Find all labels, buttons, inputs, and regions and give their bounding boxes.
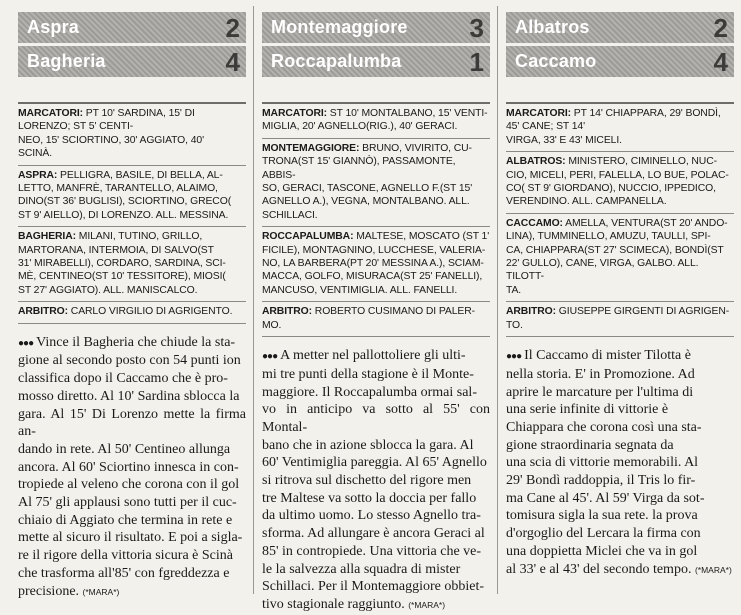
report-line: gara. Al 15' Di Lorenzo mette la firma an- <box>18 406 246 440</box>
away-team-name: Caccamo <box>515 51 597 71</box>
report-line: 85' in contropiede. Una vittoria che ve- <box>262 543 482 559</box>
referee-block <box>18 302 246 323</box>
report-line: mi tre punti della stagione è il Monte- <box>262 366 474 382</box>
scorers-block <box>506 102 734 152</box>
report-line: bano che in azione sblocca la gara. Al <box>262 437 474 453</box>
header-gap <box>506 80 734 102</box>
away-lineup-block-line: FICILE), MONTAGNINO, LUCCHESE, VALERIA- <box>262 244 486 256</box>
away-lineup-block-label: ROCCAPALUMBA: <box>262 231 354 243</box>
scorers-block-label: MARCATORI: <box>262 108 327 119</box>
report-line: Schillaci. Per il Montemaggiore obbiet- <box>262 579 485 595</box>
home-lineup-block-line: CO( ST 9' GIORDANO), NUCCIO, IPPEDICO, <box>506 183 716 195</box>
away-team-name: Roccapalumba <box>271 51 402 71</box>
home-lineup-block-line: TRONA(ST 15' GIANNÒ), PASSAMONTE, ABBIS- <box>262 156 456 181</box>
author-signature: (*MARA*) <box>82 586 120 597</box>
referee-block <box>506 302 734 337</box>
referee-block-line: ROBERTO CUSIMANO DI PALER- <box>314 306 476 318</box>
home-team-name: Montemaggiore <box>271 17 408 37</box>
report-line: mette al sicuro il risultato. E poi a sigla- <box>18 530 243 546</box>
report-line: classifica dopo il Caccamo che è pro- <box>18 371 228 387</box>
referee-block-label: ARBITRO: <box>18 306 68 318</box>
home-lineup-block <box>506 152 734 214</box>
scorers-block-line: NEO, 15' SCIORTINO, 30' AGGIATO, 40' <box>18 134 204 146</box>
report-line: chiaio di Aggiato che termina in rete e <box>18 512 233 528</box>
home-lineup-block-line: LETTO, MANFRÈ, TARANTELLO, ALAIMO, <box>18 183 218 195</box>
match-report <box>506 347 734 579</box>
away-team-row <box>18 46 246 77</box>
home-team-name: Albatros <box>515 17 590 37</box>
scorers-block-line: MIGLIA, 20' AGNELLO(RIG.), 40' GERACI. <box>262 121 458 133</box>
away-team-row <box>506 46 734 77</box>
referee-block-line: MO. <box>262 319 282 331</box>
away-lineup-block-line: NO, LA BARBERA(PT 20' MESSINA A.), SCIAM- <box>262 258 484 270</box>
scorers-block-line: SCINÀ. <box>18 148 53 160</box>
report-line: vo in anticipo va sotto al 55' con Montal- <box>262 402 490 435</box>
report-line: Chiappara che corona così una sta- <box>506 419 702 435</box>
away-lineup-block-line: MÈ, CENTINEO(ST 10' TESSITORE), MIOSI( <box>18 271 226 283</box>
referee-block-line: TO. <box>506 319 523 331</box>
away-team-score: 4 <box>225 46 240 77</box>
report-line: re il rigore della vittoria sicura è Scinà <box>18 548 233 564</box>
away-lineup-block-line: MALTESE, MOSCATO (ST 1' <box>356 231 490 243</box>
match-report <box>18 334 246 602</box>
scorers-block-line: ST 10' MONTALBANO, 15' VENTI- <box>329 108 488 119</box>
scorers-block-line: VIRGA, 33' E 43' MICELI. <box>506 134 622 146</box>
report-line: ma Cane al 45'. Al 59' Virga da sot- <box>506 490 705 506</box>
author-signature: (*MARA*) <box>408 599 446 610</box>
home-lineup-block-line: BRUNO, VIVIRITO, CU- <box>362 142 472 154</box>
column-divider <box>497 6 498 594</box>
report-line: ancora. Al 60' Sciortino innesca in con- <box>18 459 239 475</box>
home-lineup-block-line: CIO, MICELI, PERI, FALELLA, LO BUE, POLAC- <box>506 169 729 181</box>
match-report <box>262 347 490 615</box>
scorers-block <box>18 102 246 166</box>
report-line: tropiede al veleno che corona con il gol <box>18 477 240 493</box>
away-team-score: 4 <box>713 46 728 77</box>
report-line: al 33' e al 43' del secondo tempo. <box>506 561 692 577</box>
report-line: precisione. <box>18 583 80 599</box>
away-lineup-block <box>18 227 246 302</box>
away-lineup-block-line: MANCUSO, VENTIMIGLIA. ALL. FANELLI. <box>262 284 458 296</box>
report-line: mosso diretto. Al 10' Sardina sblocca la <box>18 388 240 404</box>
home-lineup-block-line: PELLIGRA, BASILE, DI BELLA, AL- <box>60 169 223 181</box>
report-line: 29' Bondì raddoppia, il Tris lo fir- <box>506 473 696 489</box>
report-line: sforma. Ad allungare è ancora Geraci al <box>262 526 485 542</box>
report-line: una doppietta Miclei che va in gol <box>506 543 698 559</box>
home-team-score: 3 <box>469 12 484 43</box>
report-line: tomisura sigla la sua rete. la prova <box>506 508 698 524</box>
report-line: tivo stagionale raggiunto. <box>262 596 405 612</box>
away-lineup-block-label: CACCAMO: <box>506 217 563 229</box>
report-line: gione al secondo posto con 54 punti ion <box>18 353 241 369</box>
home-lineup-block-line: AGNELLO A.), VEGNA, MONTALBANO. ALL. <box>262 196 470 208</box>
bullet-dots-icon: ●●● <box>262 351 278 363</box>
home-lineup-block-label: MONTEMAGGIORE: <box>262 142 360 154</box>
home-team-row <box>18 12 246 43</box>
away-lineup-block-line: CA, CHIAPPARA(ST 27' SCIMECA), BONDÌ(ST <box>506 244 724 256</box>
bullet-dots-icon: ●●● <box>18 337 34 349</box>
home-lineup-block-line: VERENDINO. ALL. CAMPANELLA. <box>506 196 667 208</box>
home-team-name: Aspra <box>27 17 80 37</box>
away-lineup-block-label: BAGHERIA: <box>18 231 76 243</box>
report-line: nella storia. E' in Promozione. Ad <box>506 366 695 382</box>
home-lineup-block-line: ST 9' AIELLO), DI LORENZO. ALL. MESSINA. <box>18 209 229 221</box>
scorers-block-line: PT 10' SARDINA, 15' DI LORENZO; ST 5' CENTI- <box>18 108 195 133</box>
home-team-score: 2 <box>713 12 728 43</box>
report-line: aprire le marcature per l'ultima di <box>506 384 694 400</box>
home-lineup-block <box>18 166 246 228</box>
away-lineup-block-line: 31' MIRABELLI), CORDARO, SARDINA, SCI- <box>18 258 226 270</box>
scorers-block-line: PT 14' CHIAPPARA, 29' BONDÌ, 45' CANE; ST 14' <box>506 108 721 133</box>
away-lineup-block <box>506 214 734 302</box>
scorers-block-label: MARCATORI: <box>18 108 83 119</box>
home-lineup-block-line: SCHILLACI. <box>262 209 318 221</box>
home-lineup-block-line: MINISTERO, CIMINELLO, NUC- <box>568 156 717 168</box>
away-team-score: 1 <box>469 46 484 77</box>
report-line: Vince il Bagheria che chiude la sta- <box>36 334 236 350</box>
away-team-row <box>262 46 490 77</box>
away-lineup-block-line: 22' GULLO), CANE, VIRGA, GALBO. ALL. TILOTT- <box>506 258 699 283</box>
report-line: dando in rete. Al 50' Centineo allunga <box>18 441 231 457</box>
report-line: le la salvezza alla squadra di mister <box>262 561 461 577</box>
header-gap <box>262 80 490 102</box>
referee-block-label: ARBITRO: <box>262 306 312 318</box>
match-column-3 <box>506 0 734 600</box>
home-team-row <box>506 12 734 43</box>
away-lineup-block-line: MACCA, GOLFO, MISURACA(ST 25' FANELLI), <box>262 271 483 283</box>
referee-block <box>262 302 490 337</box>
scorers-block <box>262 102 490 139</box>
report-line: si ritrova sul dischetto del rigore men <box>262 473 472 489</box>
away-lineup-block-line: AMELLA, VENTURA(ST 20' ANDO- <box>565 217 728 229</box>
away-lineup-block-line: MARTORANA, INTERMOIA, DI SALVO(ST <box>18 244 214 256</box>
report-line: Al 75' gli applausi sono tutti per il cuc- <box>18 495 237 511</box>
home-lineup-block-line: DINO(ST 36' BUGLISI), SCIORTINO, GRECO( <box>18 196 232 208</box>
report-line: 60' Ventimiglia pareggia. Al 65' Agnello <box>262 455 487 471</box>
column-divider <box>253 6 254 594</box>
match-column-1 <box>18 0 246 600</box>
report-line: d'orgoglio del Lercara la firma con <box>506 526 701 542</box>
away-team-name: Bagheria <box>27 51 106 71</box>
author-signature: (*MARA*) <box>694 564 732 575</box>
report-line: maggiore. Il Roccapalumba ormai sal- <box>262 384 477 400</box>
report-line: da ultimo uomo. Lo stesso Agnello tra- <box>262 508 481 524</box>
referee-block-line: GIUSEPPE GIRGENTI DI AGRIGEN- <box>558 306 730 318</box>
report-line: tre Maltese va sotto la doccia per fallo <box>262 490 477 506</box>
report-line: gione straordinaria segnata da <box>506 437 674 453</box>
away-lineup-block <box>262 227 490 302</box>
referee-block-label: ARBITRO: <box>506 306 556 318</box>
referee-block-line: CARLO VIRGILIO DI AGRIGENTO. <box>70 306 233 318</box>
home-lineup-block-label: ASPRA: <box>18 169 58 181</box>
home-lineup-block-line: SO, GERACI, TASCONE, AGNELLO F.(ST 15' <box>262 183 473 195</box>
away-lineup-block-line: ST 27' AGGIATO). ALL. MANISCALCO. <box>18 284 198 296</box>
home-lineup-block-label: ALBATROS: <box>506 156 566 168</box>
match-column-2 <box>262 0 490 612</box>
away-lineup-block-line: TA. <box>506 284 522 296</box>
scorers-block-label: MARCATORI: <box>506 108 571 119</box>
report-line: che trasforma all'85' con fgreddezza e <box>18 565 230 581</box>
bullet-dots-icon: ●●● <box>506 351 522 363</box>
report-line: una scia di vittorie memorabili. Al <box>506 455 699 471</box>
report-line: Il Caccamo di mister Tilotta è <box>524 348 691 364</box>
home-lineup-block <box>262 139 490 227</box>
away-lineup-block-line: LINA), TUMMINELLO, AMUZU, TAULLI, SPI- <box>506 231 711 243</box>
header-gap <box>18 80 246 102</box>
home-team-score: 2 <box>225 12 240 43</box>
away-lineup-block-line: MILANI, TUTINO, GRILLO, <box>78 231 203 243</box>
home-team-row <box>262 12 490 43</box>
report-line: una serie infinite di vittorie è <box>506 402 669 418</box>
report-line: A metter nel pallottoliere gli ulti- <box>280 348 466 364</box>
